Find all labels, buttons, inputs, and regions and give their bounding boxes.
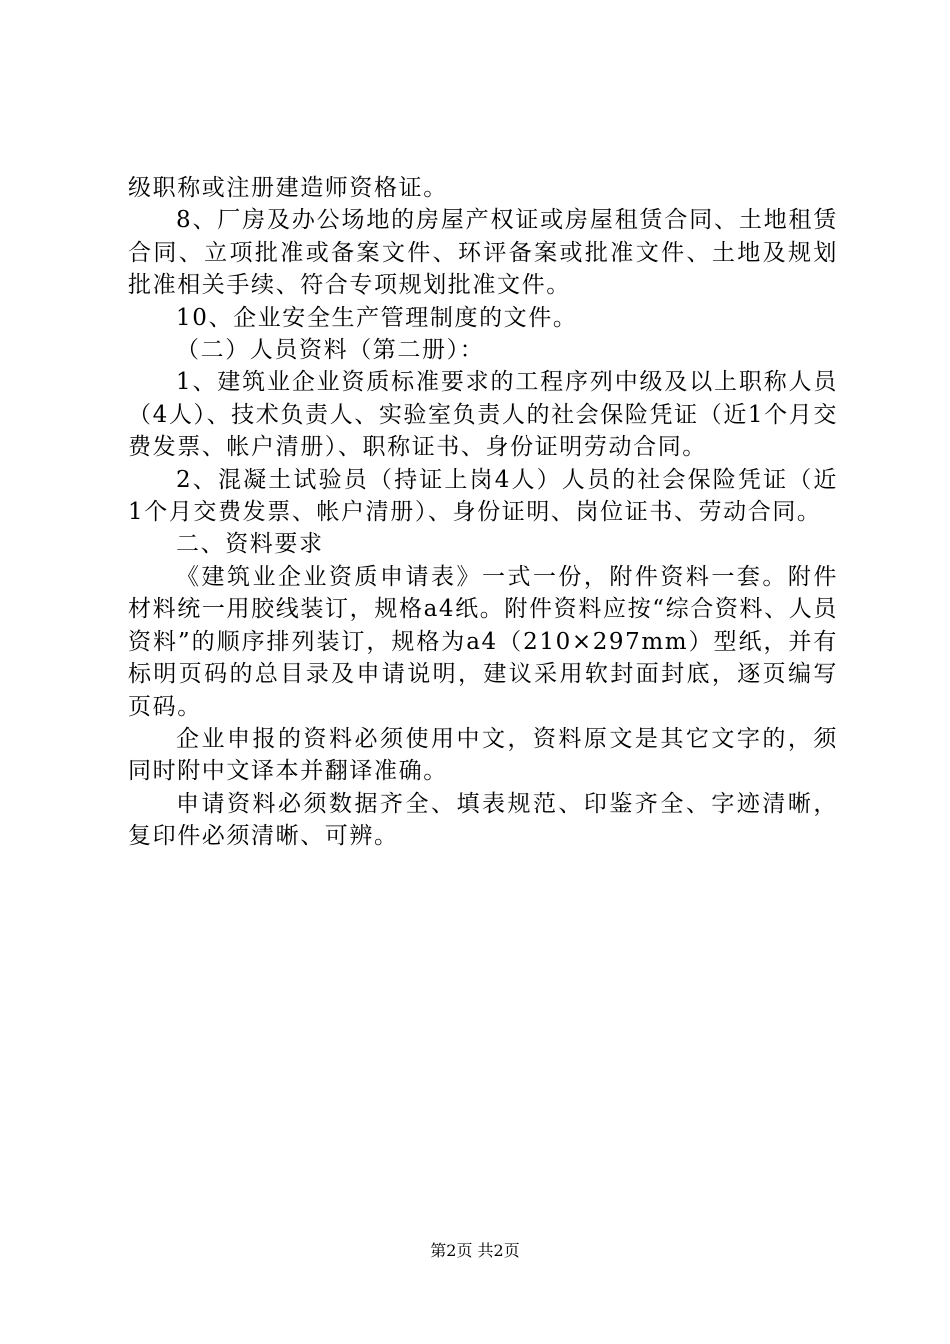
paragraph-continuation: 级职称或注册建造师资格证。 [128, 175, 448, 201]
page-number: 第2页 共2页 [430, 1241, 520, 1260]
paragraph-personnel-item-2: 2、混凝土试验员（持证上岗4人）人员的社会保险凭证（近1个月交费发票、帐户清册）、身份证明、岗位证书、劳动合同。 [128, 466, 838, 526]
paragraph-requirements-completeness: 申请资料必须数据齐全、填表规范、印鉴齐全、字迹清晰，复印件必须清晰、可辨。 [128, 790, 838, 850]
section-heading-requirements: 二、资料要求 [176, 531, 324, 558]
paragraph-item-10: 10、企业安全生产管理制度的文件。 [176, 304, 578, 331]
page-footer [0, 1241, 950, 1261]
paragraph-requirements-binding: 《建筑业企业资质申请表》一式一份，附件资料一套。附件材料统一用胶线装订，规格a4纸。附件资料应按“综合资料、人员资料”的顺序排列装订，规格为a4（210×297mm）型纸，并有标明页码的总目录及申请说明，建议采用软封面封底，逐页编写页码。 [128, 563, 838, 720]
paragraph-requirements-language: 企业申报的资料必须使用中文，资料原文是其它文字的，须同时附中文译本并翻译准确。 [128, 725, 838, 785]
document-body [128, 172, 838, 853]
paragraph-item-8: 8、厂房及办公场地的房屋产权证或房屋租赁合同、土地租赁合同、立项批准或备案文件、环评备案或批准文件、土地及规划批准相关手续、符合专项规划批准文件。 [128, 207, 838, 299]
section-heading-personnel: （二）人员资料（第二册）： [176, 337, 485, 364]
paragraph-personnel-item-1: 1、建筑业企业资质标准要求的工程序列中级及以上职称人员（4人）、技术负责人、实验室负责人的社会保险凭证（近1个月交费发票、帐户清册）、职称证书、身份证明劳动合同。 [128, 369, 838, 461]
